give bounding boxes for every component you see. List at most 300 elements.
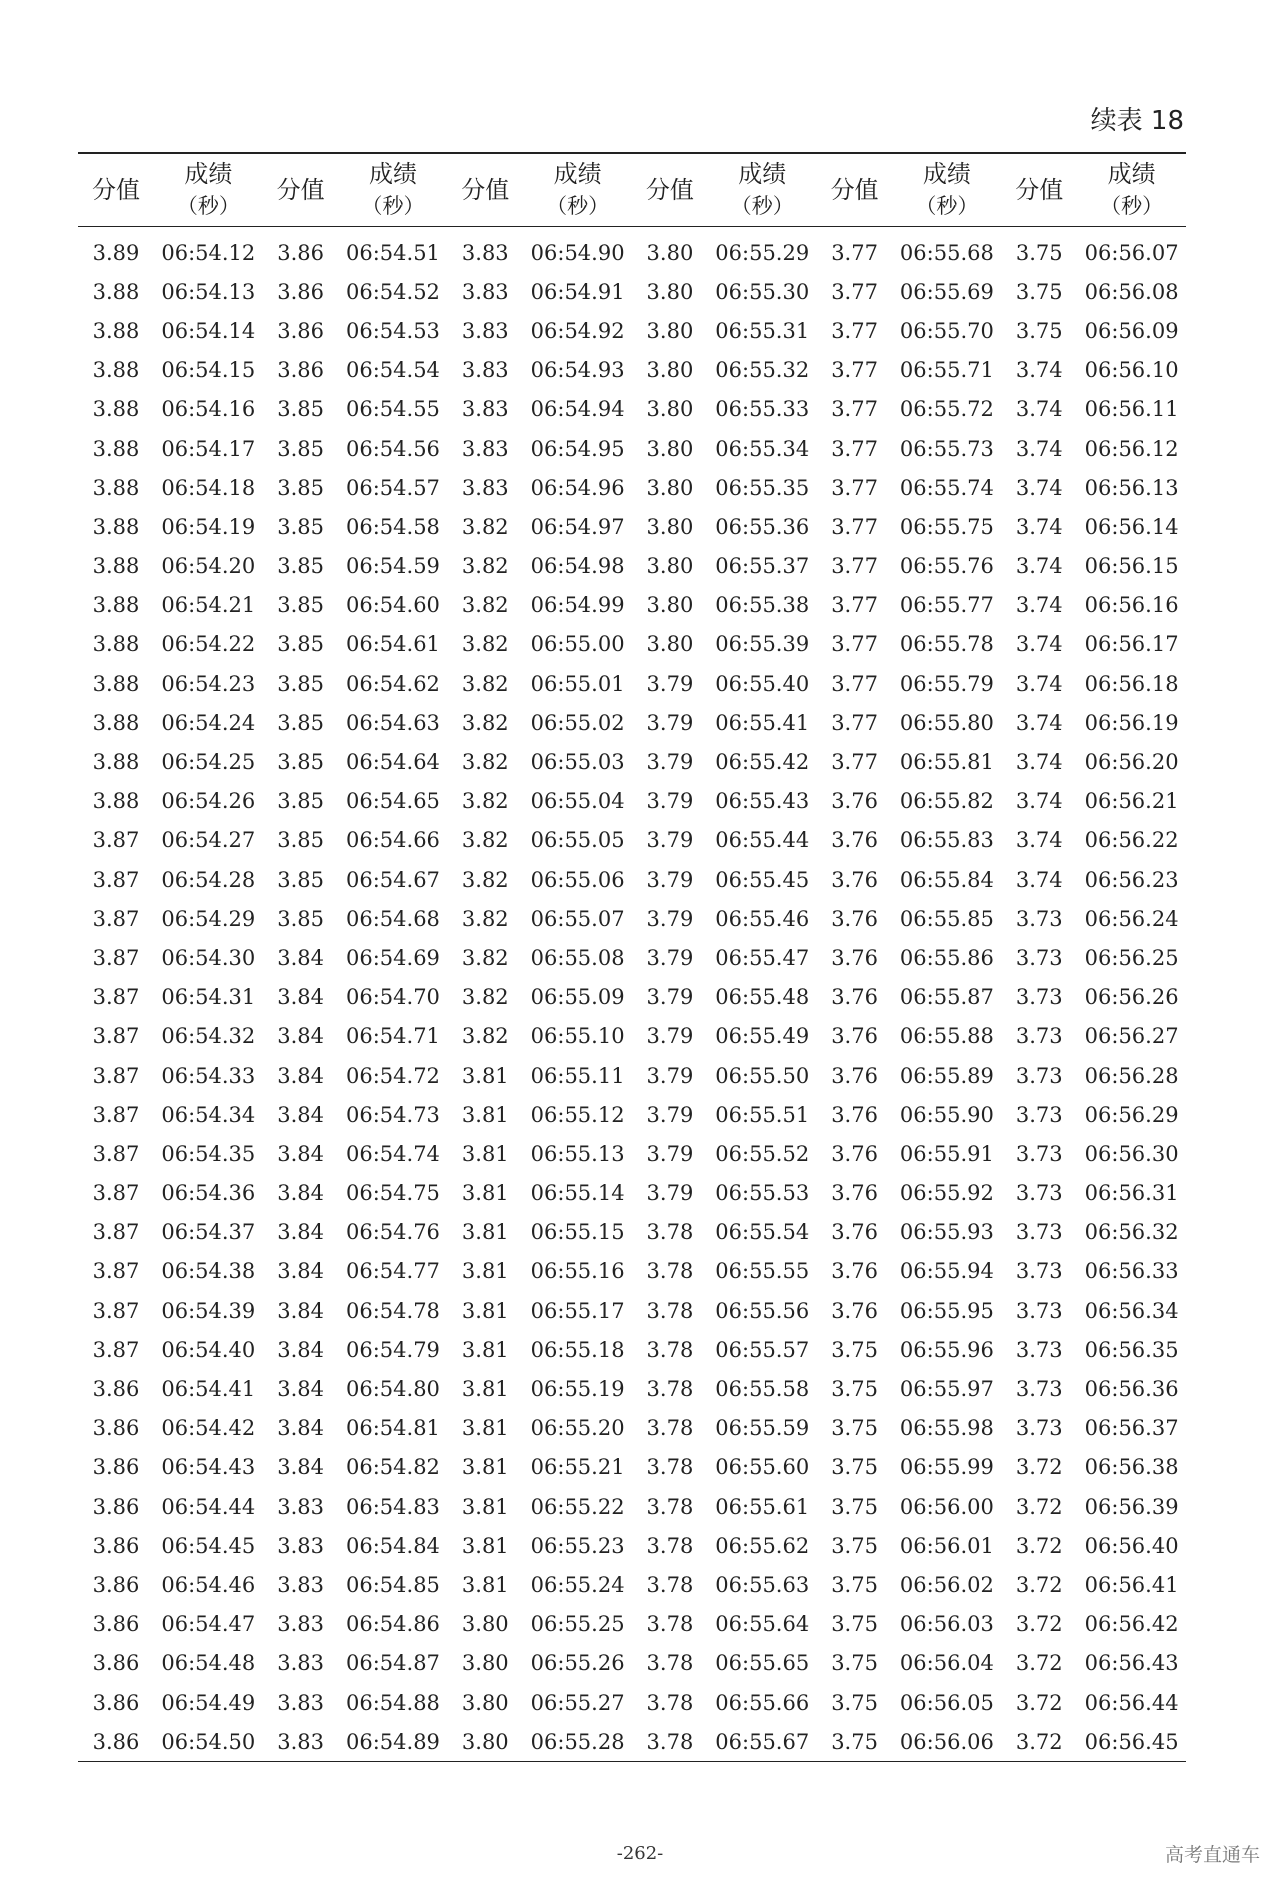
time-cell: 06:54.54 [346,358,440,383]
score-cell: 3.85 [277,906,325,931]
score-cell: 3.74 [1015,710,1063,735]
score-cell: 3.79 [646,1181,694,1206]
table-row [78,625,1186,664]
score-cell: 3.80 [646,632,694,657]
time-cell: 06:55.30 [715,279,810,304]
time-cell: 06:54.50 [161,1729,256,1754]
time-cell: 06:56.43 [1084,1651,1179,1676]
score-cell: 3.82 [461,867,509,892]
score-cell: 3.82 [461,789,509,814]
score-cell: 3.79 [646,828,694,853]
score-cell: 3.87 [92,1102,140,1127]
score-cell: 3.83 [461,240,509,265]
score-cell: 3.88 [92,789,140,814]
score-cell: 3.73 [1015,1377,1063,1402]
time-cell: 06:54.96 [530,475,625,500]
score-cell: 3.75 [831,1729,878,1754]
score-cell: 3.83 [277,1651,325,1676]
time-cell: 06:54.76 [346,1220,440,1245]
score-cell: 3.77 [831,436,878,461]
time-cell: 06:55.01 [530,671,625,696]
score-cell: 3.78 [646,1651,694,1676]
score-cell: 3.78 [646,1259,694,1284]
time-cell: 06:55.43 [715,789,810,814]
score-cell: 3.74 [1015,593,1063,618]
score-cell: 3.75 [1015,279,1063,304]
score-cell: 3.82 [461,554,509,579]
score-cell: 3.80 [646,318,694,343]
score-cell: 3.74 [1015,358,1063,383]
time-cell: 06:55.04 [530,789,625,814]
header-score: 分值 [1015,176,1064,204]
time-cell: 06:56.42 [1084,1612,1179,1637]
header-score: 分值 [92,176,140,204]
time-cell: 06:54.70 [346,985,440,1010]
header-score: 分值 [830,176,879,204]
score-cell: 3.80 [461,1651,509,1676]
time-cell: 06:54.75 [346,1181,440,1206]
time-cell: 06:55.49 [715,1024,810,1049]
header-result-label: 成绩 [922,160,971,188]
time-cell: 06:54.66 [346,828,440,853]
time-cell: 06:54.39 [161,1298,256,1323]
score-cell: 3.77 [831,240,878,265]
score-cell: 3.82 [461,945,509,970]
score-cell: 3.85 [277,514,325,539]
score-cell: 3.87 [92,828,140,853]
time-cell: 06:56.16 [1084,593,1179,618]
score-cell: 3.72 [1015,1572,1063,1597]
score-cell: 3.81 [461,1298,509,1323]
time-cell: 06:56.24 [1084,906,1179,931]
score-cell: 3.73 [1015,1416,1063,1441]
time-cell: 06:54.89 [346,1729,440,1754]
table-row [78,1056,1186,1095]
score-cell: 3.86 [92,1455,140,1480]
time-cell: 06:55.37 [715,554,810,579]
score-cell: 3.83 [461,279,509,304]
score-cell: 3.80 [646,358,694,383]
time-cell: 06:55.88 [899,1024,994,1049]
score-cell: 3.83 [277,1572,325,1597]
score-cell: 3.73 [1015,1102,1063,1127]
score-cell: 3.80 [646,279,694,304]
time-cell: 06:55.64 [715,1612,810,1637]
header-result-unit: （秒） [546,194,610,218]
score-cell: 3.88 [92,475,140,500]
time-cell: 06:54.81 [346,1416,440,1441]
time-cell: 06:54.41 [161,1377,256,1402]
time-cell: 06:55.65 [715,1651,810,1676]
score-cell: 3.76 [831,945,878,970]
score-cell: 3.80 [461,1729,509,1754]
score-cell: 3.83 [277,1494,325,1519]
score-cell: 3.75 [831,1455,878,1480]
time-cell: 06:54.86 [346,1612,440,1637]
time-cell: 06:55.68 [899,240,994,265]
score-cell: 3.78 [646,1612,694,1637]
time-cell: 06:54.95 [530,436,625,461]
score-cell: 3.85 [277,867,325,892]
time-cell: 06:55.76 [899,554,994,579]
time-cell: 06:54.43 [161,1455,256,1480]
score-cell: 3.85 [277,436,325,461]
score-cell: 3.82 [461,1024,509,1049]
page-number: -262- [616,1843,664,1864]
score-cell: 3.79 [646,671,694,696]
score-cell: 3.88 [92,710,140,735]
score-cell: 3.85 [277,828,325,853]
table-row [78,938,1186,977]
score-cell: 3.86 [92,1533,140,1558]
time-cell: 06:54.24 [161,710,256,735]
time-cell: 06:55.94 [899,1259,994,1284]
table-row [78,1409,1186,1448]
time-cell: 06:55.50 [715,1063,810,1088]
time-cell: 06:55.00 [530,632,625,657]
score-cell: 3.79 [646,985,694,1010]
time-cell: 06:55.09 [530,985,625,1010]
score-cell: 3.78 [646,1494,694,1519]
score-cell: 3.83 [277,1533,325,1558]
time-cell: 06:56.37 [1084,1416,1179,1441]
time-cell: 06:56.29 [1084,1102,1179,1127]
time-cell: 06:55.31 [715,318,810,343]
time-cell: 06:54.85 [346,1572,440,1597]
score-cell: 3.85 [277,671,325,696]
score-cell: 3.74 [1015,632,1063,657]
time-cell: 06:54.52 [346,279,440,304]
time-cell: 06:54.56 [346,436,440,461]
time-cell: 06:55.67 [715,1729,810,1754]
time-cell: 06:54.97 [530,514,625,539]
table-row [78,507,1186,546]
score-cell: 3.87 [92,1337,140,1362]
table-row [78,1291,1186,1330]
time-cell: 06:55.15 [530,1220,625,1245]
score-cell: 3.81 [461,1416,509,1441]
score-cell: 3.75 [831,1572,878,1597]
time-cell: 06:54.58 [346,514,440,539]
time-cell: 06:54.55 [346,397,440,422]
score-cell: 3.77 [831,514,878,539]
time-cell: 06:56.15 [1084,554,1179,579]
time-cell: 06:56.17 [1084,632,1179,657]
score-cell: 3.76 [831,1063,878,1088]
time-cell: 06:54.12 [161,240,256,265]
score-cell: 3.76 [831,1181,878,1206]
time-cell: 06:54.21 [161,593,256,618]
score-cell: 3.85 [277,710,325,735]
score-cell: 3.77 [831,710,878,735]
time-cell: 06:56.35 [1084,1337,1179,1362]
time-cell: 06:54.26 [161,789,256,814]
time-cell: 06:55.79 [899,671,994,696]
time-cell: 06:54.73 [346,1102,440,1127]
time-cell: 06:55.95 [899,1298,994,1323]
time-cell: 06:55.20 [530,1416,625,1441]
score-cell: 3.73 [1015,985,1063,1010]
time-cell: 06:55.85 [899,906,994,931]
time-cell: 06:55.60 [715,1455,810,1480]
time-cell: 06:54.48 [161,1651,256,1676]
time-cell: 06:55.34 [715,436,810,461]
time-cell: 06:55.66 [715,1690,810,1715]
time-cell: 06:55.96 [899,1337,994,1362]
time-cell: 06:54.34 [161,1102,256,1127]
score-cell: 3.86 [92,1494,140,1519]
header-result-label: 成绩 [738,160,787,188]
time-cell: 06:56.01 [899,1533,994,1558]
time-cell: 06:55.16 [530,1259,625,1284]
time-cell: 06:54.77 [346,1259,440,1284]
time-cell: 06:55.06 [530,867,625,892]
score-cell: 3.74 [1015,475,1063,500]
score-cell: 3.77 [831,397,878,422]
table-row [78,586,1186,625]
time-cell: 06:55.81 [899,750,994,775]
score-cell: 3.89 [92,240,140,265]
score-cell: 3.86 [277,358,325,383]
score-cell: 3.84 [277,945,325,970]
time-cell: 06:56.11 [1084,397,1179,422]
score-cell: 3.73 [1015,1220,1063,1245]
time-cell: 06:56.07 [1084,240,1179,265]
time-cell: 06:54.29 [161,906,256,931]
time-cell: 06:54.87 [346,1651,440,1676]
time-cell: 06:56.23 [1084,867,1179,892]
time-cell: 06:55.56 [715,1298,810,1323]
time-cell: 06:54.42 [161,1416,256,1441]
time-cell: 06:55.51 [715,1102,810,1127]
score-cell: 3.88 [92,554,140,579]
time-cell: 06:55.91 [899,1141,994,1166]
table-row [78,664,1186,703]
score-cell: 3.73 [1015,1259,1063,1284]
time-cell: 06:55.11 [530,1063,625,1088]
time-cell: 06:54.19 [161,514,256,539]
time-cell: 06:55.03 [530,750,625,775]
score-cell: 3.78 [646,1533,694,1558]
score-cell: 3.85 [277,593,325,618]
time-cell: 06:54.88 [346,1690,440,1715]
time-cell: 06:54.23 [161,671,256,696]
score-cell: 3.77 [831,358,878,383]
score-cell: 3.75 [831,1651,878,1676]
score-cell: 3.74 [1015,436,1063,461]
score-cell: 3.78 [646,1690,694,1715]
score-cell: 3.88 [92,593,140,618]
score-cell: 3.75 [831,1337,878,1362]
time-cell: 06:55.44 [715,828,810,853]
time-cell: 06:54.98 [530,554,625,579]
time-cell: 06:55.36 [715,514,810,539]
score-cell: 3.79 [646,945,694,970]
time-cell: 06:55.70 [899,318,994,343]
time-cell: 06:55.84 [899,867,994,892]
score-cell: 3.84 [277,1298,325,1323]
header-result [708,153,817,227]
table-row [78,1644,1186,1683]
score-cell: 3.81 [461,1572,509,1597]
time-cell: 06:55.82 [899,789,994,814]
time-cell: 06:56.14 [1084,514,1179,539]
score-cell: 3.84 [277,1377,325,1402]
time-cell: 06:55.73 [899,436,994,461]
score-cell: 3.85 [277,632,325,657]
time-cell: 06:55.40 [715,671,810,696]
time-cell: 06:55.54 [715,1220,810,1245]
time-cell: 06:55.58 [715,1377,810,1402]
time-cell: 06:55.14 [530,1181,625,1206]
time-cell: 06:54.69 [346,945,440,970]
score-cell: 3.85 [277,475,325,500]
time-cell: 06:55.97 [899,1377,994,1402]
time-cell: 06:56.38 [1084,1455,1179,1480]
time-cell: 06:55.19 [530,1377,625,1402]
score-cell: 3.76 [831,985,878,1010]
score-cell: 3.80 [646,240,694,265]
score-cell: 3.82 [461,710,509,735]
time-cell: 06:54.47 [161,1612,256,1637]
time-cell: 06:56.28 [1084,1063,1179,1088]
table-row [78,1487,1186,1526]
score-cell: 3.73 [1015,945,1063,970]
score-cell: 3.87 [92,985,140,1010]
table-row [78,1330,1186,1369]
score-cell: 3.72 [1015,1533,1063,1558]
header-result-label: 成绩 [184,160,233,188]
time-cell: 06:55.41 [715,710,810,735]
score-cell: 3.79 [646,906,694,931]
time-cell: 06:54.63 [346,710,440,735]
time-cell: 06:56.41 [1084,1572,1179,1597]
time-cell: 06:54.74 [346,1141,440,1166]
score-cell: 3.86 [277,279,325,304]
score-cell: 3.85 [277,397,325,422]
table-row [78,390,1186,429]
time-cell: 06:54.17 [161,436,256,461]
time-cell: 06:56.40 [1084,1533,1179,1558]
time-cell: 06:56.08 [1084,279,1179,304]
score-cell: 3.73 [1015,1063,1063,1088]
time-cell: 06:54.57 [346,475,440,500]
time-cell: 06:55.12 [530,1102,625,1127]
score-cell: 3.86 [92,1729,140,1754]
score-cell: 3.86 [92,1690,140,1715]
time-cell: 06:55.47 [715,945,810,970]
score-cell: 3.80 [646,475,694,500]
score-cell: 3.75 [831,1377,878,1402]
score-cell: 3.79 [646,1141,694,1166]
header-result [1077,153,1186,227]
time-cell: 06:56.45 [1084,1729,1179,1754]
table-row [78,782,1186,821]
time-cell: 06:55.61 [715,1494,810,1519]
time-cell: 06:56.05 [899,1690,994,1715]
time-cell: 06:55.62 [715,1533,810,1558]
header-result [523,153,632,227]
time-cell: 06:54.59 [346,554,440,579]
score-cell: 3.81 [461,1063,509,1088]
score-cell: 3.78 [646,1377,694,1402]
score-cell: 3.79 [646,1063,694,1088]
score-cell: 3.76 [831,1102,878,1127]
score-cell: 3.80 [461,1612,509,1637]
time-cell: 06:54.15 [161,358,256,383]
time-cell: 06:54.67 [346,867,440,892]
score-cell: 3.73 [1015,1024,1063,1049]
score-cell: 3.78 [646,1455,694,1480]
score-cell: 3.88 [92,436,140,461]
score-cell: 3.79 [646,867,694,892]
time-cell: 06:56.21 [1084,789,1179,814]
score-cell: 3.76 [831,906,878,931]
time-cell: 06:55.55 [715,1259,810,1284]
table-row [78,311,1186,350]
score-cell: 3.73 [1015,1141,1063,1166]
score-cell: 3.81 [461,1220,509,1245]
time-cell: 06:55.77 [899,593,994,618]
score-cell: 3.76 [831,1141,878,1166]
time-cell: 06:56.13 [1084,475,1179,500]
score-cell: 3.80 [646,514,694,539]
table-row [78,821,1186,860]
score-cell: 3.87 [92,1181,140,1206]
score-cell: 3.80 [646,397,694,422]
score-cell: 3.81 [461,1494,509,1519]
header-result-unit: （秒） [730,194,794,218]
header-score: 分值 [461,176,510,204]
time-cell: 06:55.21 [530,1455,625,1480]
score-cell: 3.77 [831,475,878,500]
time-cell: 06:56.22 [1084,828,1179,853]
time-cell: 06:55.74 [899,475,994,500]
score-cell: 3.82 [461,750,509,775]
time-cell: 06:55.90 [899,1102,994,1127]
score-cell: 3.72 [1015,1494,1063,1519]
score-cell: 3.87 [92,945,140,970]
time-cell: 06:55.75 [899,514,994,539]
score-cell: 3.78 [646,1572,694,1597]
time-cell: 06:55.17 [530,1298,625,1323]
time-cell: 06:54.13 [161,279,256,304]
time-cell: 06:54.64 [346,750,440,775]
score-cell: 3.82 [461,514,509,539]
time-cell: 06:54.25 [161,750,256,775]
score-cell: 3.78 [646,1337,694,1362]
table-caption: 续表 18 [1090,106,1184,136]
score-cell: 3.76 [831,828,878,853]
score-cell: 3.72 [1015,1651,1063,1676]
score-cell: 3.81 [461,1141,509,1166]
score-cell: 3.86 [92,1651,140,1676]
score-cell: 3.85 [277,554,325,579]
time-cell: 06:54.80 [346,1377,440,1402]
table-row [78,1369,1186,1408]
score-cell: 3.74 [1015,554,1063,579]
score-cell: 3.83 [461,397,509,422]
score-cell: 3.86 [92,1377,140,1402]
score-cell: 3.84 [277,1455,325,1480]
time-cell: 06:56.04 [899,1651,994,1676]
time-cell: 06:54.28 [161,867,256,892]
score-cell: 3.74 [1015,789,1063,814]
time-cell: 06:54.53 [346,318,440,343]
time-cell: 06:54.33 [161,1063,256,1088]
table-row [78,742,1186,781]
header-result-unit: （秒） [176,194,240,218]
